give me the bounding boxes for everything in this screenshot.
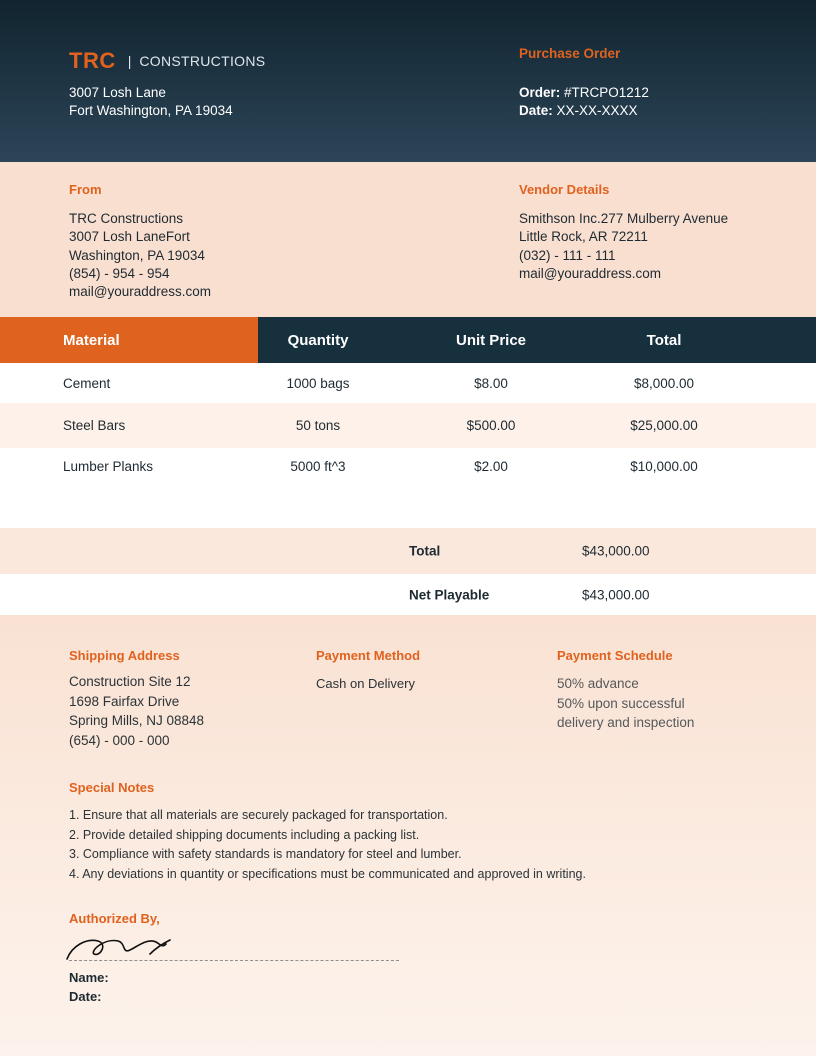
shipping-heading: Shipping Address [69, 648, 180, 663]
vendor-block [519, 182, 728, 283]
note-item: 3. Compliance with safety standards is mandatory for steel and lumber. [69, 847, 462, 862]
signature-line [69, 960, 399, 961]
shipping-address [69, 672, 204, 751]
shipping-line: Construction Site 12 [69, 674, 191, 689]
table-row [0, 403, 816, 448]
from-line: mail@youraddress.com [69, 284, 212, 300]
net-payable-value: $43,000.00 [582, 587, 650, 602]
from-heading: From [69, 182, 102, 197]
document-title: Purchase Order [519, 46, 621, 61]
order-value: #TRCPO1212 [564, 85, 649, 100]
table-spacer [0, 485, 816, 528]
shipping-line: (654) - 000 - 000 [69, 733, 170, 749]
authorized-by-heading: Authorized By, [69, 911, 160, 926]
note-item: 2. Provide detailed shipping documents including a packing list. [69, 827, 420, 842]
parties-section [0, 162, 816, 317]
cell-quantity: 5000 ft^3 [290, 459, 346, 474]
cell-material: Steel Bars [63, 418, 126, 433]
total-row [0, 528, 816, 574]
vendor-line: Little Rock, AR 72211 [519, 229, 648, 245]
name-label: Name: [69, 970, 109, 985]
payment-schedule-line: 50% upon successful [557, 695, 685, 711]
from-line: TRC Constructions [69, 211, 184, 226]
column-header-unit-price: Unit Price [455, 331, 527, 349]
date-field-label: Date: [69, 989, 102, 1004]
signatory-fields [69, 968, 109, 1006]
payment-schedule [557, 674, 694, 733]
cell-material: Lumber Planks [63, 459, 154, 474]
payment-schedule-heading: Payment Schedule [557, 648, 673, 663]
cell-total: $25,000.00 [630, 418, 698, 433]
net-payable-label: Net Playable [409, 587, 490, 602]
payment-method-heading: Payment Method [316, 648, 421, 663]
header-band [0, 0, 816, 162]
column-header-material: Material [0, 317, 258, 363]
vendor-line: Smithson Inc.277 Mulberry Avenue [519, 211, 729, 226]
company-logo [69, 48, 265, 74]
date-value: XX-XX-XXXX [556, 103, 638, 118]
vendor-heading: Vendor Details [519, 182, 610, 197]
items-table [0, 317, 816, 485]
from-line: Washington, PA 19034 [69, 247, 205, 263]
payment-method-value: Cash on Delivery [316, 676, 415, 691]
table-row [0, 363, 816, 403]
order-meta [519, 84, 649, 120]
from-line: 3007 Losh LaneFort [69, 229, 190, 245]
company-address-line: Fort Washington, PA 19034 [69, 103, 233, 118]
note-item: 1. Ensure that all materials are securely packaged for transportation. [69, 808, 448, 822]
shipping-line: Spring Mills, NJ 08848 [69, 713, 205, 729]
company-tagline: CONSTRUCTIONS [139, 53, 266, 69]
order-date [519, 102, 649, 120]
column-header-quantity: Quantity [287, 331, 349, 349]
date-label: Date: [519, 103, 553, 118]
brand-separator: | [127, 53, 132, 69]
from-block [69, 182, 211, 301]
table-header [0, 317, 816, 363]
from-line: (854) - 954 - 954 [69, 265, 170, 281]
cell-material: Cement [63, 375, 111, 391]
cell-total: $10,000.00 [630, 459, 698, 474]
company-name: TRC [69, 48, 116, 73]
payment-schedule-line: delivery and inspection [557, 715, 695, 731]
special-notes-list [69, 806, 586, 885]
cell-quantity: 50 tons [295, 418, 341, 433]
cell-quantity: 1000 bags [286, 375, 350, 391]
company-address [69, 84, 233, 120]
table-row [0, 448, 816, 485]
total-value: $43,000.00 [582, 543, 650, 559]
net-payable-row [0, 574, 816, 615]
cell-unit-price: $2.00 [474, 459, 508, 474]
order-number [519, 84, 649, 102]
vendor-line: mail@youraddress.com [519, 265, 662, 281]
cell-unit-price: $8.00 [474, 375, 508, 391]
cell-unit-price: $500.00 [466, 418, 516, 433]
note-item: 4. Any deviations in quantity or specifications must be communicated and approved in writing. [69, 867, 586, 882]
column-header-total: Total [646, 331, 682, 349]
vendor-line: (032) - 111 - 111 [519, 247, 616, 263]
shipping-line: 1698 Fairfax Drive [69, 693, 180, 709]
payment-schedule-line: 50% advance [557, 676, 639, 691]
company-address-line: 3007 Losh Lane [69, 85, 166, 100]
total-label: Total [409, 543, 441, 559]
cell-total: $8,000.00 [633, 375, 695, 391]
order-label: Order: [519, 85, 561, 100]
special-notes-heading: Special Notes [69, 780, 155, 795]
